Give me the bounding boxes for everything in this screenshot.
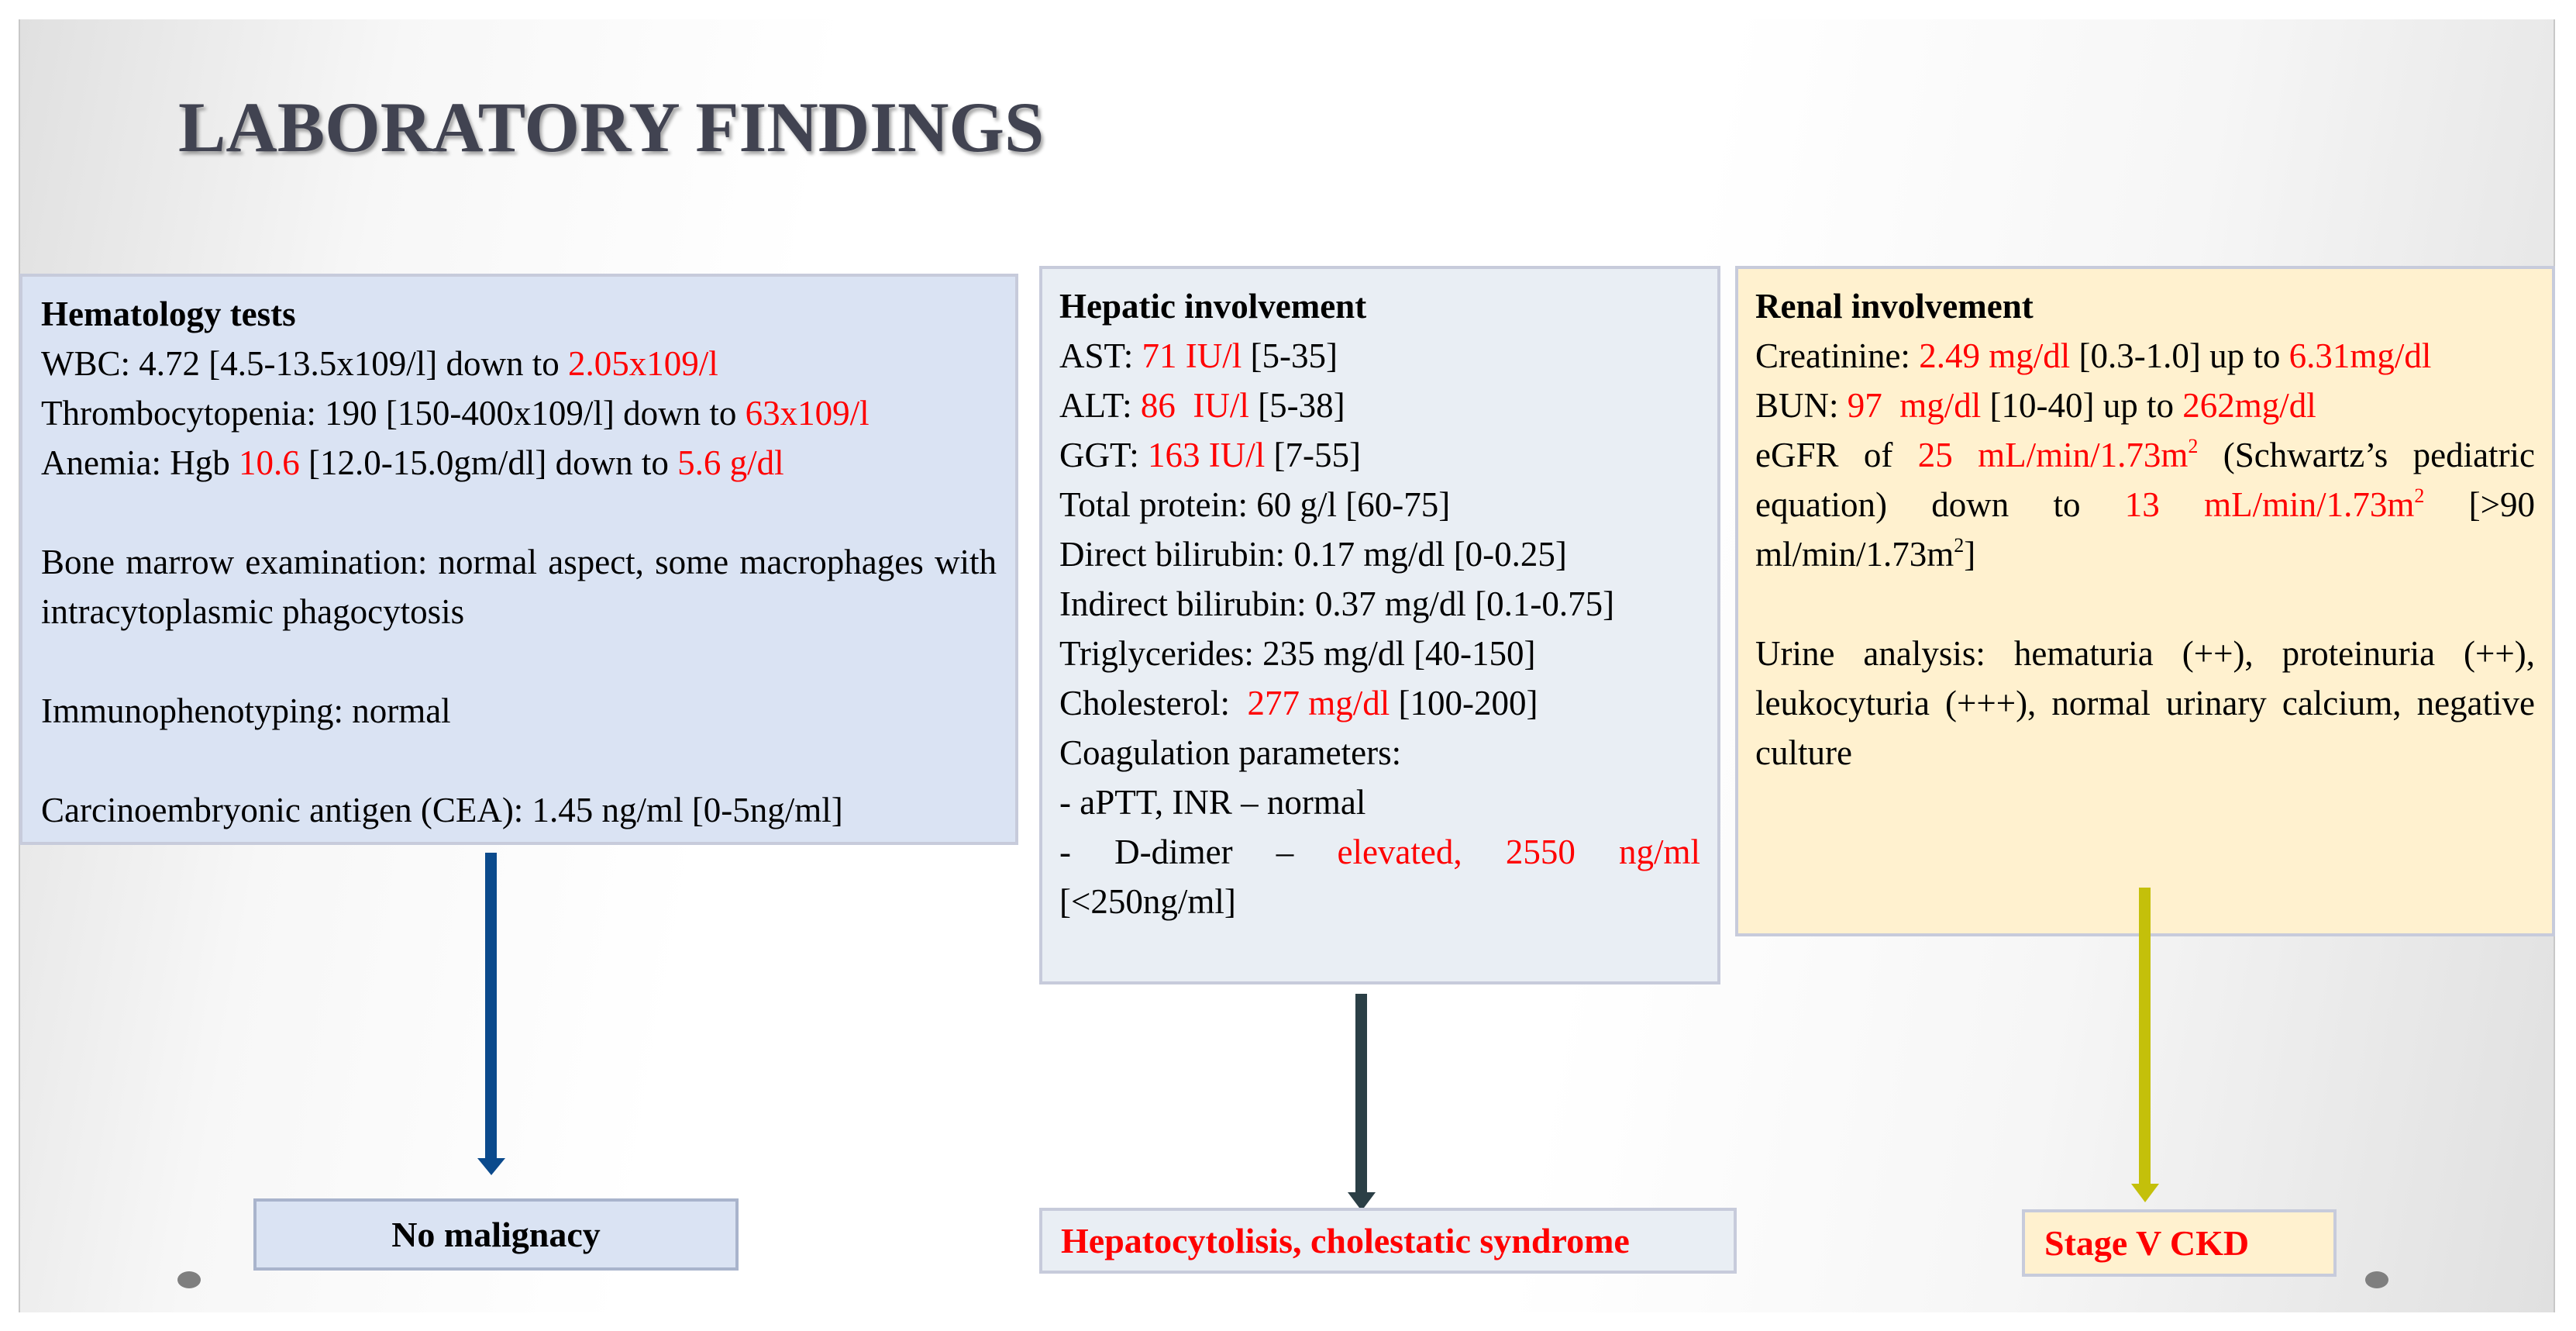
egfr-superscript: 2 bbox=[2414, 484, 2425, 507]
hematology-box bbox=[19, 274, 1018, 845]
outcome-stage-v-ckd bbox=[2022, 1209, 2337, 1277]
thrombo-label: Thrombocytopenia: 190 [150-400x109/l] down to bbox=[41, 394, 746, 433]
alt-line bbox=[1059, 381, 1700, 430]
urine-analysis-line: Urine analysis: hematuria (++), proteinuria (++), leukocyturia (+++), normal urinary calcium, negative culture bbox=[1755, 634, 2535, 772]
ggt-line bbox=[1059, 430, 1700, 480]
outcome-no-malignancy bbox=[253, 1198, 739, 1271]
outcome-hepatocytolisis bbox=[1039, 1208, 1737, 1274]
anemia-line bbox=[41, 438, 997, 488]
egfr-value-min bbox=[2125, 485, 2425, 524]
immunophenotyping-line: Immunophenotyping: normal bbox=[41, 691, 451, 730]
slide-dot-left-icon bbox=[177, 1271, 201, 1288]
anemia-label: Anemia: Hgb bbox=[41, 443, 239, 482]
creatinine-value-initial: 2.49 mg/dl bbox=[1919, 336, 2071, 375]
total-protein-line: Total protein: 60 g/l [60-75] bbox=[1059, 485, 1451, 524]
creatinine-line bbox=[1755, 331, 2535, 381]
cholesterol-value: 277 mg/dl bbox=[1247, 684, 1390, 722]
egfr-value-min-text: 13 mL/min/1.73m bbox=[2124, 485, 2415, 524]
creatinine-range: [0.3-1.0] up to bbox=[2070, 336, 2289, 375]
egfr-value-initial bbox=[1918, 436, 2199, 474]
cholesterol-label: Cholesterol: bbox=[1059, 684, 1248, 722]
bun-range: [10-40] up to bbox=[1981, 386, 2183, 425]
slide-dot-right-icon bbox=[2365, 1271, 2388, 1288]
renal-heading: Renal involvement bbox=[1755, 287, 2034, 326]
renal-box bbox=[1735, 266, 2555, 936]
cholesterol-range: [100-200] bbox=[1390, 684, 1538, 722]
creatinine-value-max: 6.31mg/dl bbox=[2288, 336, 2432, 375]
ggt-label: GGT: bbox=[1059, 436, 1148, 474]
anemia-value-min: 5.6 g/dl bbox=[677, 443, 784, 482]
outcome-renal-text: Stage V CKD bbox=[2044, 1222, 2250, 1263]
wbc-value: 2.05x109/l bbox=[567, 344, 718, 383]
coagulation-heading: Coagulation parameters: bbox=[1059, 733, 1402, 772]
ddimer-range: [<250ng/ml] bbox=[1059, 882, 1236, 921]
aptt-inr-line: - aPTT, INR – normal bbox=[1059, 783, 1366, 822]
thrombo-value: 63x109/l bbox=[745, 394, 870, 433]
egfr-value-initial-text: 25 mL/min/1.73m bbox=[1917, 436, 2189, 474]
cholesterol-line bbox=[1059, 678, 1700, 728]
egfr-superscript: 2 bbox=[2188, 435, 2199, 457]
alt-value: 86 IU/l bbox=[1140, 386, 1249, 425]
bun-value-max: 262mg/dl bbox=[2182, 386, 2316, 425]
alt-label: ALT: bbox=[1059, 386, 1141, 425]
alt-range: [5-38] bbox=[1248, 386, 1345, 425]
hepatic-box bbox=[1039, 266, 1720, 984]
cea-line: Carcinoembryonic antigen (CEA): 1.45 ng/ml [0-5ng/ml] bbox=[41, 791, 843, 829]
wbc-line bbox=[41, 339, 997, 388]
hematology-heading: Hematology tests bbox=[41, 295, 296, 333]
ast-value: 71 IU/l bbox=[1142, 336, 1242, 375]
egfr-line bbox=[1755, 430, 2535, 579]
ggt-value: 163 IU/l bbox=[1148, 436, 1266, 474]
bun-value-initial: 97 mg/dl bbox=[1847, 386, 1982, 425]
hepatic-heading: Hepatic involvement bbox=[1059, 287, 1367, 326]
bone-marrow-line: Bone marrow examination: normal aspect, some macrophages with intracytoplasmic phagocytosis bbox=[41, 543, 997, 631]
thrombocytopenia-line bbox=[41, 388, 997, 438]
ast-line bbox=[1059, 331, 1700, 381]
anemia-value-initial: 10.6 bbox=[238, 443, 300, 482]
egfr-superscript: 2 bbox=[1954, 534, 1965, 557]
outcome-hepatic-text: Hepatocytolisis, cholestatic syndrome bbox=[1061, 1220, 1630, 1260]
egfr-equation: (Schwartz’s pediatric equation) down to bbox=[1755, 436, 2536, 524]
bun-line bbox=[1755, 381, 2535, 430]
egfr-range-end: ] bbox=[1964, 535, 1976, 574]
ddimer-label: - D-dimer – bbox=[1059, 833, 1338, 871]
ast-range: [5-35] bbox=[1242, 336, 1338, 375]
outcome-hematology-text: No malignacy bbox=[391, 1214, 601, 1254]
wbc-label: WBC: 4.72 [4.5-13.5x109/l] down to bbox=[41, 344, 568, 383]
egfr-label: eGFR of bbox=[1755, 436, 1918, 474]
ddimer-line bbox=[1059, 827, 1700, 926]
creatinine-label: Creatinine: bbox=[1755, 336, 1920, 375]
anemia-range: [12.0-15.0gm/dl] down to bbox=[299, 443, 678, 482]
ggt-range: [7-55] bbox=[1265, 436, 1361, 474]
bun-label: BUN: bbox=[1755, 386, 1848, 425]
egfr-range-text: [>90 ml/min/1.73m bbox=[1755, 485, 2536, 574]
slide-title: LABORATORY FINDINGS bbox=[178, 88, 1045, 167]
indirect-bilirubin-line: Indirect bilirubin: 0.37 mg/dl [0.1-0.75] bbox=[1059, 584, 1615, 623]
ast-label: AST: bbox=[1059, 336, 1142, 375]
triglycerides-line: Triglycerides: 235 mg/dl [40-150] bbox=[1059, 634, 1536, 673]
ddimer-value: elevated, 2550 ng/ml bbox=[1337, 833, 1701, 871]
direct-bilirubin-line: Direct bilirubin: 0.17 mg/dl [0-0.25] bbox=[1059, 535, 1567, 574]
